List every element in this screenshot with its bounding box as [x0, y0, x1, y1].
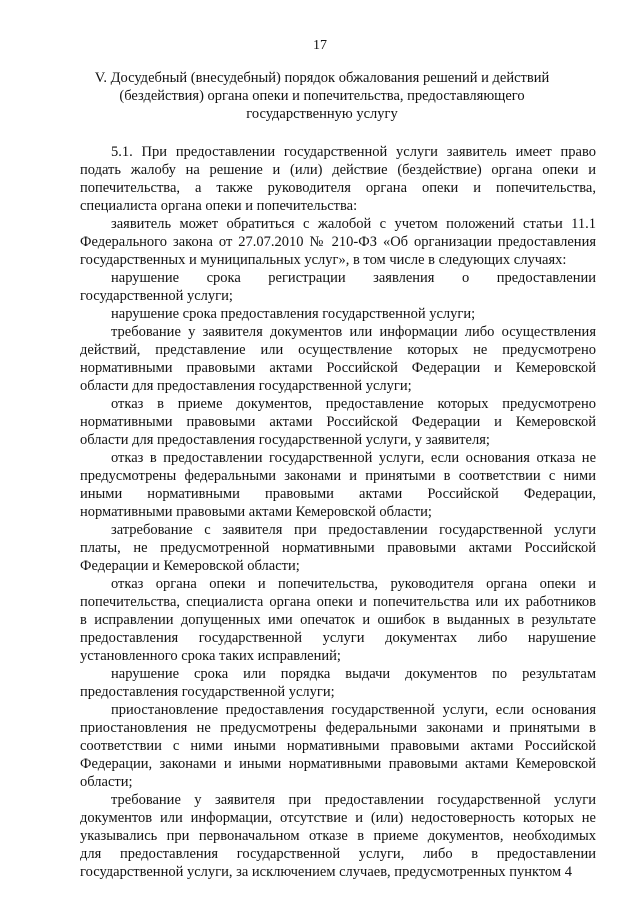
text-line: нарушение срока регистрации заявления о предоставлении [111, 270, 596, 286]
text-line: попечительства, специалиста органа опеки и попечительства или их работников [80, 594, 596, 610]
text-line: нормативными правовыми актами Российской Федерации и Кемеровской [80, 360, 596, 376]
paragraph [80, 521, 596, 575]
text-line: области; [80, 774, 133, 790]
text-line: отказ органа опеки и попечительства, руководителя органа опеки и [111, 576, 596, 592]
text-line: предоставления государственной услуги документах либо нарушение [80, 630, 596, 646]
text-line: требование у заявителя документов или информации либо осуществления [111, 324, 596, 340]
paragraph [80, 449, 596, 521]
text-line: в исправлении допущенных ими опечаток и ошибок в выданных в результате [80, 612, 596, 628]
paragraph [80, 791, 596, 881]
page-number: 17 [313, 38, 327, 53]
text-line: попечительства, а также руководителя органа опеки и попечительства, [80, 180, 596, 196]
text-line: документов или информации, отсутствие и (или) недостоверность которых не [80, 810, 596, 826]
text-line: Федерации, законами и иными нормативными правовыми актами Кемеровской [80, 756, 596, 772]
text-line: указывались при первоначальном отказе в приеме документов, необходимых [80, 828, 596, 844]
document-body [80, 143, 596, 881]
text-line: государственной услуги; [80, 288, 233, 304]
text-line: нормативными правовыми актами Кемеровской области; [80, 504, 432, 520]
text-line: подать жалобу на решение и (или) действие (бездействие) органа опеки и [80, 162, 596, 178]
paragraph [80, 305, 596, 323]
text-line: соответствии с ними иными нормативными правовыми актами Российской [80, 738, 596, 754]
paragraph [80, 323, 596, 395]
text-line: нормативными правовыми актами Российской Федерации и Кемеровской [80, 414, 596, 430]
text-line: области для предоставления государственной услуги, у заявителя; [80, 432, 490, 448]
text-line: действий, представление или осуществление которых не предусмотрено [80, 342, 596, 358]
text-line: иными нормативными правовыми актами Российской Федерации, [80, 486, 596, 502]
text-line: 5.1. При предоставлении государственной услуги заявитель имеет право [111, 144, 596, 160]
paragraph [80, 395, 596, 449]
paragraph [80, 665, 596, 701]
text-line: государственной услуги, за исключением случаев, предусмотренных пунктом 4 [80, 864, 572, 880]
section-title-line: V. Досудебный (внесудебный) порядок обжалования решений и действий [94, 70, 550, 86]
paragraph [80, 269, 596, 305]
paragraph [80, 575, 596, 665]
text-line: Федерального закона от 27.07.2010 № 210-ФЗ «Об организации предоставления [80, 234, 596, 250]
text-line: установленного срока таких исправлений; [80, 648, 341, 664]
text-line: предоставления государственной услуги; [80, 684, 335, 700]
text-line: затребование с заявителя при предоставлении государственной услуги [111, 522, 596, 538]
text-line: отказ в приеме документов, предоставление которых предусмотрено [111, 396, 596, 412]
text-line: платы, не предусмотренной нормативными правовыми актами Российской [80, 540, 596, 556]
section-title-line: государственную услугу [246, 106, 398, 122]
text-line: области для предоставления государственной услуги; [80, 378, 412, 394]
text-line: отказ в предоставлении государственной услуги, если основания отказа не [111, 450, 596, 466]
text-line: заявитель может обратиться с жалобой с учетом положений статьи 11.1 [111, 216, 596, 232]
paragraph [80, 215, 596, 269]
text-line: специалиста органа опеки и попечительства: [80, 198, 358, 214]
text-line: приостановления не предусмотрены федеральными законами и принятыми в [80, 720, 596, 736]
section-title-line: (бездействия) органа опеки и попечительства, предоставляющего [119, 88, 525, 104]
text-line: нарушение срока или порядка выдачи документов по результатам [111, 666, 596, 682]
text-line: государственных и муниципальных услуг», в том числе в следующих случаях: [80, 252, 567, 268]
text-line: предусмотрены федеральными законами и принятыми в соответствии с ними [80, 468, 596, 484]
paragraph [80, 143, 596, 215]
text-line: Федерации и Кемеровской области; [80, 558, 300, 574]
text-line: для предоставления государственной услуги, либо в предоставлении [80, 846, 596, 862]
text-line: нарушение срока предоставления государственной услуги; [111, 306, 476, 322]
text-line: требование у заявителя при предоставлении государственной услуги [111, 792, 596, 808]
text-line: приостановление предоставления государственной услуги, если основания [111, 702, 596, 718]
section-title [80, 69, 564, 123]
paragraph [80, 701, 596, 791]
